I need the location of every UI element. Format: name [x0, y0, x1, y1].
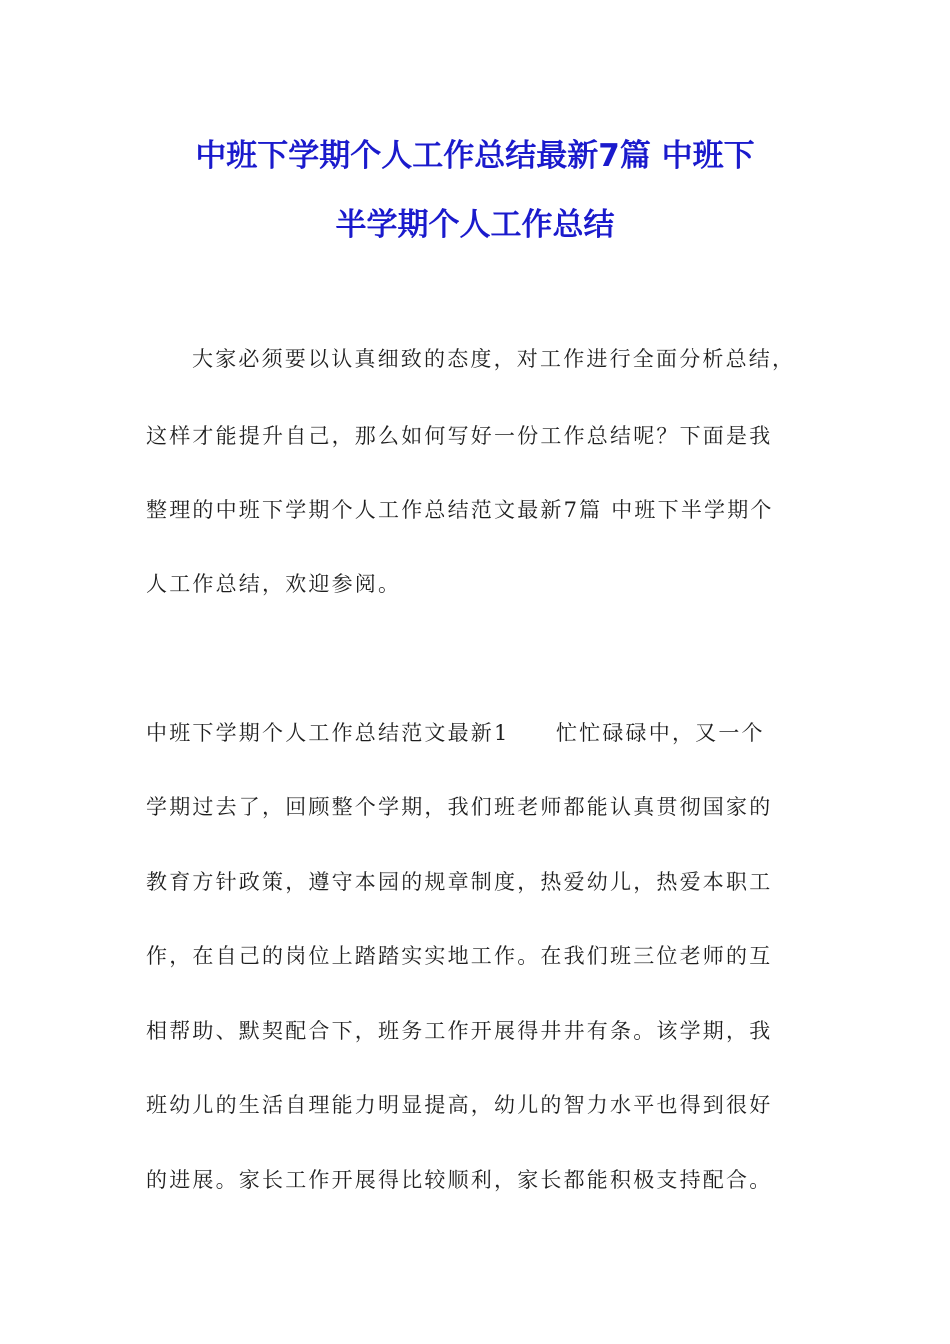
document-title-line-1: 中班下学期个人工作总结最新7篇 中班下: [195, 138, 755, 174]
section1-line-7: 的进展。家长工作开展得比较顺利，家长都能积极支持配合。: [146, 1168, 773, 1192]
section1-line-6: 班幼儿的生活自理能力明显提高，幼儿的智力水平也得到很好: [146, 1093, 773, 1117]
intro-line-2: 这样才能提升自己，那么如何写好一份工作总结呢？下面是我: [146, 424, 773, 448]
section1-line-5: 相帮助、默契配合下，班务工作开展得井井有条。该学期，我: [146, 1019, 773, 1043]
intro-line-3: 整理的中班下学期个人工作总结范文最新7篇 中班下半学期个: [146, 498, 774, 522]
document-title-line-2: 半学期个人工作总结: [335, 207, 615, 243]
section1-line-1: 中班下学期个人工作总结范文最新1 忙忙碌碌中，又一个: [146, 721, 765, 745]
section1-line-4: 作，在自己的岗位上踏踏实实地工作。在我们班三位老师的互: [146, 944, 773, 968]
section1-line-3: 教育方针政策，遵守本园的规章制度，热爱幼儿，热爱本职工: [146, 870, 773, 894]
intro-line-1: 大家必须要以认真细致的态度，对工作进行全面分析总结，: [192, 347, 796, 371]
section1-line-2: 学期过去了，回顾整个学期，我们班老师都能认真贯彻国家的: [146, 795, 773, 819]
intro-line-4: 人工作总结，欢迎参阅。: [146, 572, 402, 596]
